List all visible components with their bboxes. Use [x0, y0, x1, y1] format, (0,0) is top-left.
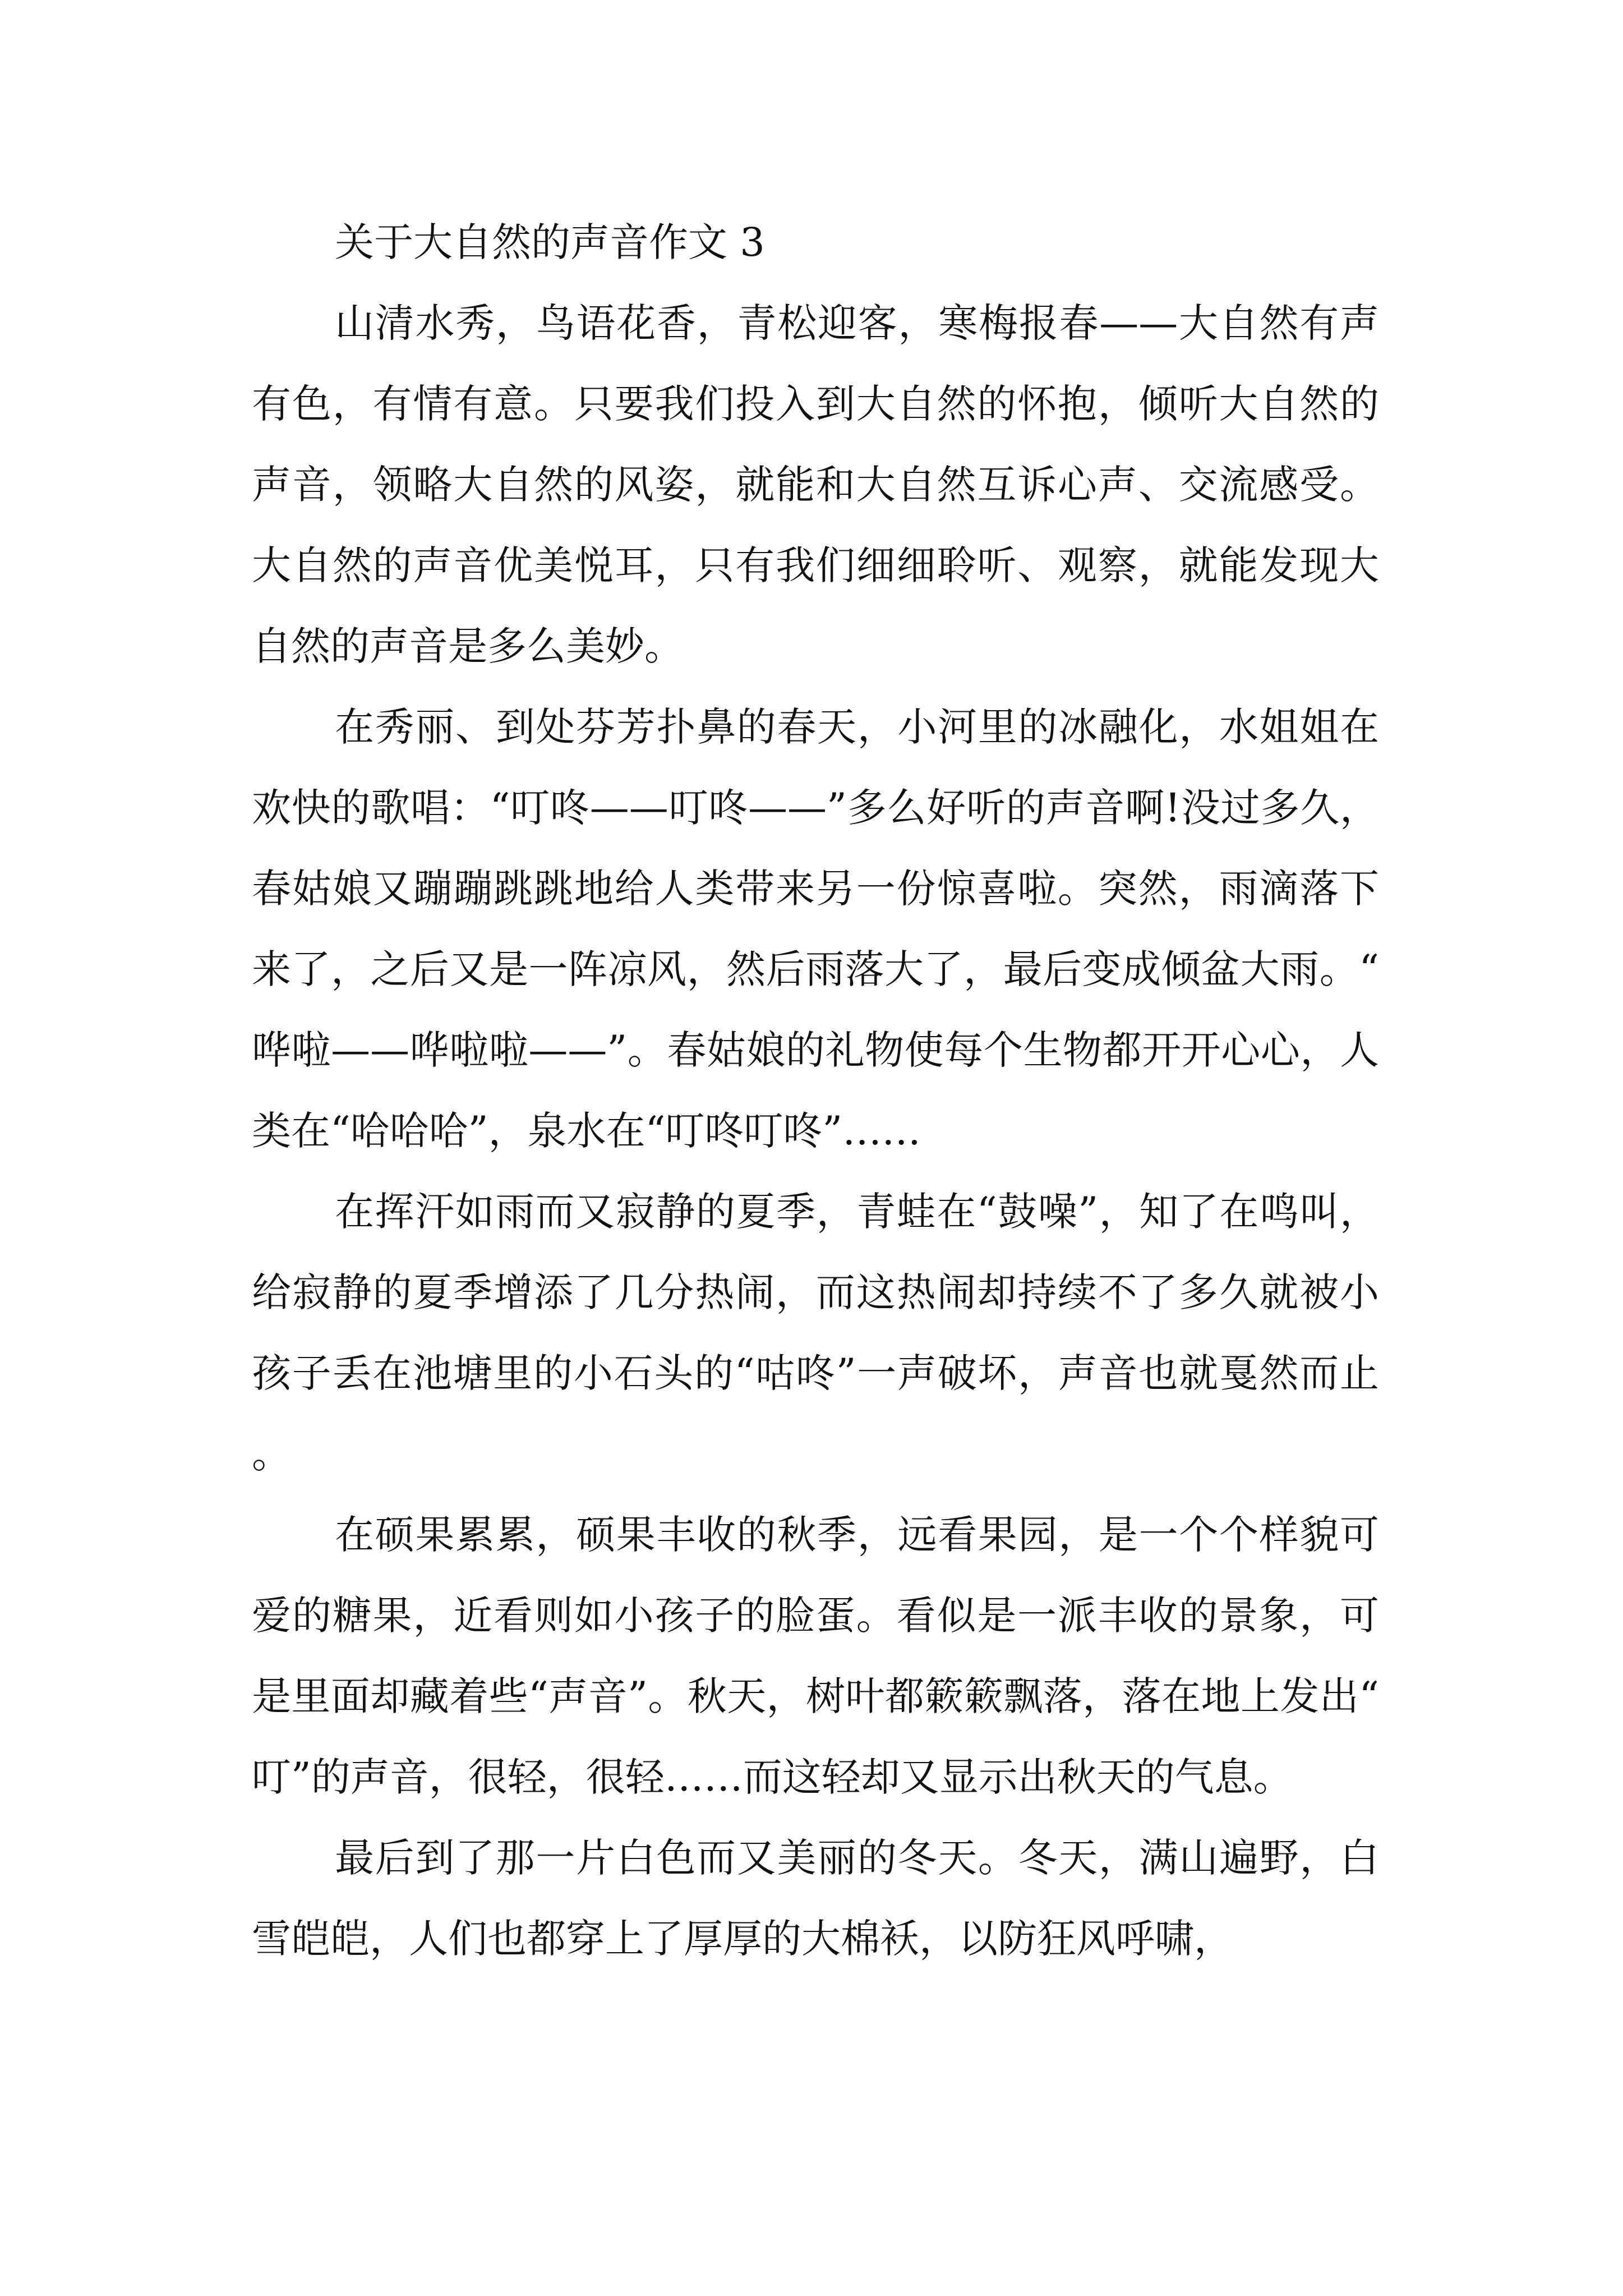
paragraph-autumn: 在硕果累累，硕果丰收的秋季，远看果园，是一个个样貌可爱的糖果，近看则如小孩子的脸蛋。看似是一派丰收的景象，可是里面却藏着些“声音”。秋天，树叶都簌簌飘落，落在地上发出“叮”的声音，很轻，很轻……而这轻却又显示出秋天的气息。: [252, 1512, 1379, 1800]
document-body: [252, 202, 1379, 1979]
paragraph-winter: 最后到了那一片白色而又美丽的冬天。冬天，满山遍野，白雪皑皑，人们也都穿上了厚厚的大棉袄，以防狂风呼啸，: [252, 1835, 1379, 1962]
paragraph-intro: 山清水秀，鸟语花香，青松迎客，寒梅报春——大自然有声有色，有情有意。只要我们投入到大自然的怀抱，倾听大自然的声音，领略大自然的风姿，就能和大自然互诉心声、交流感受。大自然的声音优美悦耳，只有我们细细聆听、观察，就能发现大自然的声音是多么美妙。: [252, 300, 1379, 669]
essay-title: 关于大自然的声音作文 3: [335, 219, 765, 265]
paragraph-spring: 在秀丽、到处芬芳扑鼻的春天，小河里的冰融化，水姐姐在欢快的歌唱：“叮咚——叮咚——”多么好听的声音啊!没过多久，春姑娘又蹦蹦跳跳地给人类带来另一份惊喜啦。突然，雨滴落下来了，之后又是一阵凉风，然后雨落大了，最后变成倾盆大雨。“哗啦——哗啦啦——”。春姑娘的礼物使每个生物都开开心心，人类在“哈哈哈”，泉水在“叮咚叮咚”……: [252, 704, 1379, 1154]
paragraph-summer: 在挥汗如雨而又寂静的夏季，青蛙在“鼓噪”，知了在鸣叫，给寂静的夏季增添了几分热闹，而这热闹却持续不了多久就被小孩子丢在池塘里的小石头的“咕咚”一声破坏，声音也就戛然而止。: [252, 1189, 1379, 1477]
